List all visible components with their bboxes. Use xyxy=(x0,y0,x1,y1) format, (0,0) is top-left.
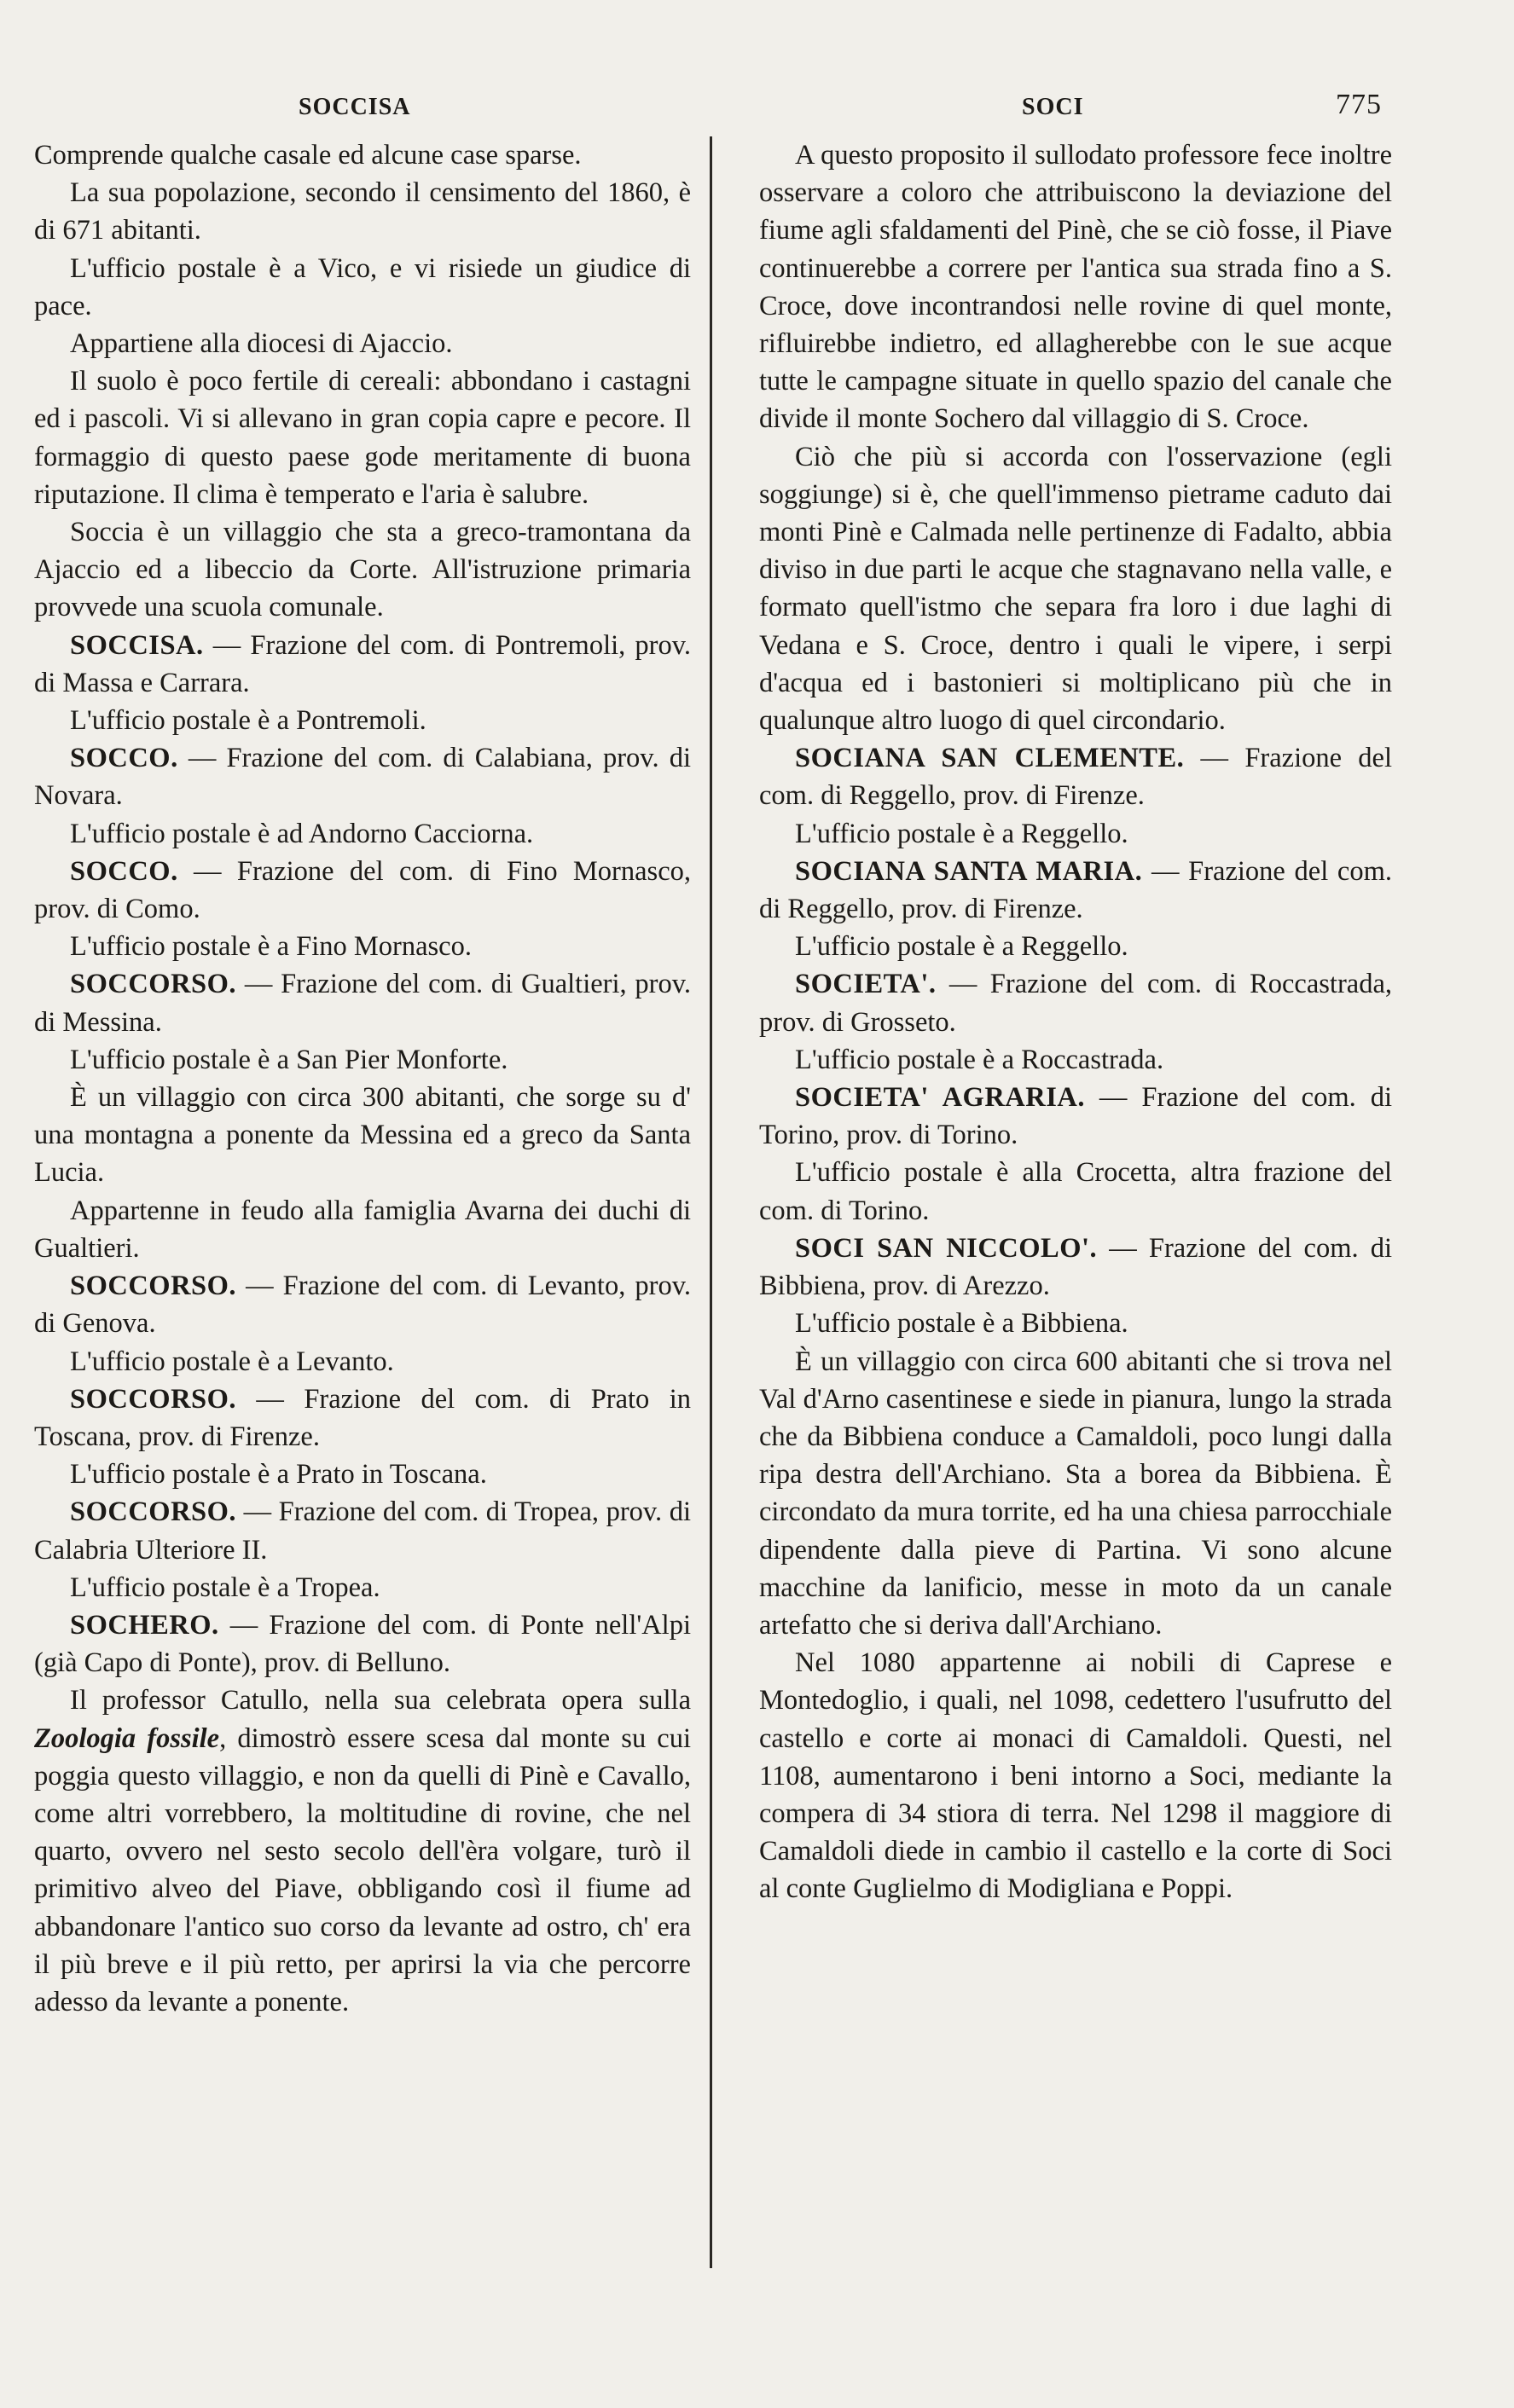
entry-headword: SOCCO. xyxy=(70,855,178,887)
entry-headword: SOCCISA. xyxy=(70,629,204,661)
entry-headword: SOCCORSO. xyxy=(70,1496,237,1528)
dictionary-entry xyxy=(34,853,691,928)
paragraph: L'ufficio postale è a Roccastrada. xyxy=(795,1044,1164,1075)
paragraph: L'ufficio postale è a Prato in Toscana. xyxy=(70,1459,487,1491)
dictionary-entry xyxy=(759,965,1392,1040)
entry-headword: SOCIETA' AGRARIA. xyxy=(795,1082,1085,1114)
paragraph: L'ufficio postale è a Pontremoli. xyxy=(70,705,426,737)
dictionary-entry xyxy=(34,1381,691,1456)
paragraph: L'ufficio postale è alla Crocetta, altra frazione del com. di Torino. xyxy=(759,1157,1392,1226)
entry-text: — Frazione del com. di Tropea, prov. di Calabria Ulteriore II. xyxy=(34,1496,691,1566)
paragraph: L'ufficio postale è a Levanto. xyxy=(70,1346,394,1377)
paragraph: Appartiene alla diocesi di Ajaccio. xyxy=(70,328,453,360)
entry-text: — Frazione del com. di Torino, prov. di Torino. xyxy=(759,1082,1392,1151)
entry-headword: SOCIETA'. xyxy=(795,969,937,1000)
dictionary-entry xyxy=(34,739,691,814)
paragraph xyxy=(34,1682,691,2021)
dictionary-entry xyxy=(759,1230,1392,1305)
entry-headword: SOCCO. xyxy=(70,743,178,774)
entry-headword: SOCI SAN NICCOLO'. xyxy=(795,1232,1098,1264)
running-header-right: SOCI xyxy=(1022,94,1084,120)
column-divider xyxy=(710,136,712,2268)
entry-text: — Frazione del com. di Reggello, prov. di Firenze. xyxy=(759,743,1392,812)
left-text-column xyxy=(34,136,691,2021)
entry-text: — Frazione del com. di Reggello, prov. di Firenze. xyxy=(759,855,1392,925)
entry-text: — Frazione del com. di Prato in Toscana, prov. di Firenze. xyxy=(34,1383,691,1452)
entry-headword: SOCIANA SANTA MARIA. xyxy=(795,855,1143,887)
entry-text: — Frazione del com. di Gualtieri, prov. di Messina. xyxy=(34,969,691,1038)
entry-text: — Frazione del com. di Pontremoli, prov. di Massa e Carrara. xyxy=(34,629,691,698)
paragraph: L'ufficio postale è a Tropea. xyxy=(70,1572,380,1603)
paragraph: L'ufficio postale è a Reggello. xyxy=(795,818,1128,849)
paragraph: L'ufficio postale è a Vico, e vi risiede un giudice di pace. xyxy=(34,252,691,321)
page-number: 775 xyxy=(1336,89,1382,120)
paragraph: Il suolo è poco fertile di cereali: abbondano i castagni ed i pascoli. Vi si allevano in gran copia capre e pecore. Il formaggio di questo paese gode meritamente di buona riputazione. Il clima è temperato e l'aria è salubre. xyxy=(34,366,691,510)
paragraph: È un villaggio con circa 300 abitanti, che sorge su d' una montagna a ponente da Messina ed a greco da Santa Lucia. xyxy=(34,1082,691,1189)
paragraph: È un villaggio con circa 600 abitanti che si trova nel Val d'Arno casentinese e siede in pianura, lungo la strada che da Bibbiena conduce a Camaldoli, poco lungi dalla ripa destra dell'Archiano. Sta a borea da Bibbiena. È circondato da mura torrite, ed ha una chiesa parrocchiale dipendente dalla pieve di Partina. Vi sono alcune macchine da lanificio, messe in moto da un canale artefatto che si deriva dall'Archiano. xyxy=(759,1346,1392,1641)
entry-text: — Frazione del com. di Ponte nell'Alpi (già Capo di Ponte), prov. di Belluno. xyxy=(34,1609,691,1679)
dictionary-entry xyxy=(759,853,1392,928)
paragraph: Soccia è un villaggio che sta a greco-tramontana da Ajaccio ed a libeccio da Corte. All'istruzione primaria provvede una scuola comunale. xyxy=(34,517,691,623)
paragraph-text: Il professor Catullo, nella sua celebrata opera sulla xyxy=(70,1685,691,1716)
dictionary-entry xyxy=(34,1606,691,1682)
dictionary-entry xyxy=(34,1267,691,1342)
entry-headword: SOCCORSO. xyxy=(70,1271,237,1302)
entry-text: — Frazione del com. di Roccastrada, prov. di Grosseto. xyxy=(759,969,1392,1038)
paragraph: Nel 1080 appartenne ai nobili di Caprese e Montedoglio, i quali, nel 1098, cedettero l'usufrutto del castello e corte ai monaci di Camaldoli. Questi, nel 1108, aumentarono i beni intorno a Soci, mediante la compera di 34 stiora di terra. Nel 1298 il maggiore di Camaldoli diede in cambio il castello e la corte di Soci al conte Guglielmo di Modigliana e Poppi. xyxy=(759,1647,1392,1905)
dictionary-entry xyxy=(34,627,691,702)
paragraph-text: , dimostrò essere scesa dal monte su cui poggia questo villaggio, e non da quelli di Pinè e Cavallo, come altri vorrebbero, la moltitudine di rovine, che nel quarto, ovvero nel sesto secolo dell'èra volgare, turò il primitivo alveo del Piave, obbligando così il fiume ad abbandonare l'antico suo corso da levante ad ostro, ch' era il più breve e il più retto, per aprirsi la via che percorre adesso da levante a ponente. xyxy=(34,1722,691,2017)
paragraph: L'ufficio postale è a Bibbiena. xyxy=(795,1308,1128,1340)
paragraph: Ciò che più si accorda con l'osservazione (egli soggiunge) si è, che quell'immenso pietrame caduto dai monti Pinè e Calmada nelle pertinenze di Fadalto, abbia diviso in due parti le acque che stagnavano nella valle, e formato quell'istmo che separa fra loro i due laghi di Vedana e S. Croce, dentro i quali le vipere, i serpi d'acqua ed i bastonieri si moltiplicano più che in qualunque altro luogo di quel circondario. xyxy=(759,441,1392,737)
entry-headword: SOCIANA SAN CLEMENTE. xyxy=(795,743,1185,774)
dictionary-entry xyxy=(34,965,691,1040)
entry-text: — Frazione del com. di Levanto, prov. di Genova. xyxy=(34,1271,691,1340)
entry-headword: SOCHERO. xyxy=(70,1609,219,1641)
entry-text: — Frazione del com. di Fino Mornasco, prov. di Como. xyxy=(34,855,691,925)
paragraph: L'ufficio postale è a San Pier Monforte. xyxy=(70,1044,508,1075)
running-header-left: SOCCISA xyxy=(299,94,411,120)
dictionary-entry xyxy=(34,1493,691,1568)
paragraph: A questo proposito il sullodato professore fece inoltre osservare a coloro che attribuiscono la deviazione del fiume agli sfaldamenti del Pinè, che se ciò fosse, il Piave continuerebbe a correre per l'antica sua strada fino a S. Croce, dove incontrandosi nelle rovine di quel monte, rifluirebbe indietro, ed allagherebbe con le sue acque tutte le campagne situate in quello spazio del canale che divide il monte Sochero dal villaggio di S. Croce. xyxy=(759,140,1392,435)
entry-text: — Frazione del com. di Bibbiena, prov. di Arezzo. xyxy=(759,1232,1392,1302)
entry-text: — Frazione del com. di Calabiana, prov. di Novara. xyxy=(34,743,691,812)
paragraph: Appartenne in feudo alla famiglia Avarna dei duchi di Gualtieri. xyxy=(34,1195,691,1264)
paragraph: L'ufficio postale è a Fino Mornasco. xyxy=(70,931,472,963)
paragraph: La sua popolazione, secondo il censimento del 1860, è di 671 abitanti. xyxy=(34,177,691,246)
paragraph: Comprende qualche casale ed alcune case sparse. xyxy=(34,140,582,171)
paragraph: L'ufficio postale è ad Andorno Cacciorna. xyxy=(70,818,534,849)
entry-headword: SOCCORSO. xyxy=(70,969,237,1000)
dictionary-entry xyxy=(759,739,1392,814)
dictionary-entry xyxy=(759,1079,1392,1154)
right-text-column xyxy=(759,136,1392,1908)
entry-headword: SOCCORSO. xyxy=(70,1383,237,1415)
book-title: Zoologia fossile xyxy=(34,1722,220,1754)
paragraph: L'ufficio postale è a Reggello. xyxy=(795,931,1128,963)
